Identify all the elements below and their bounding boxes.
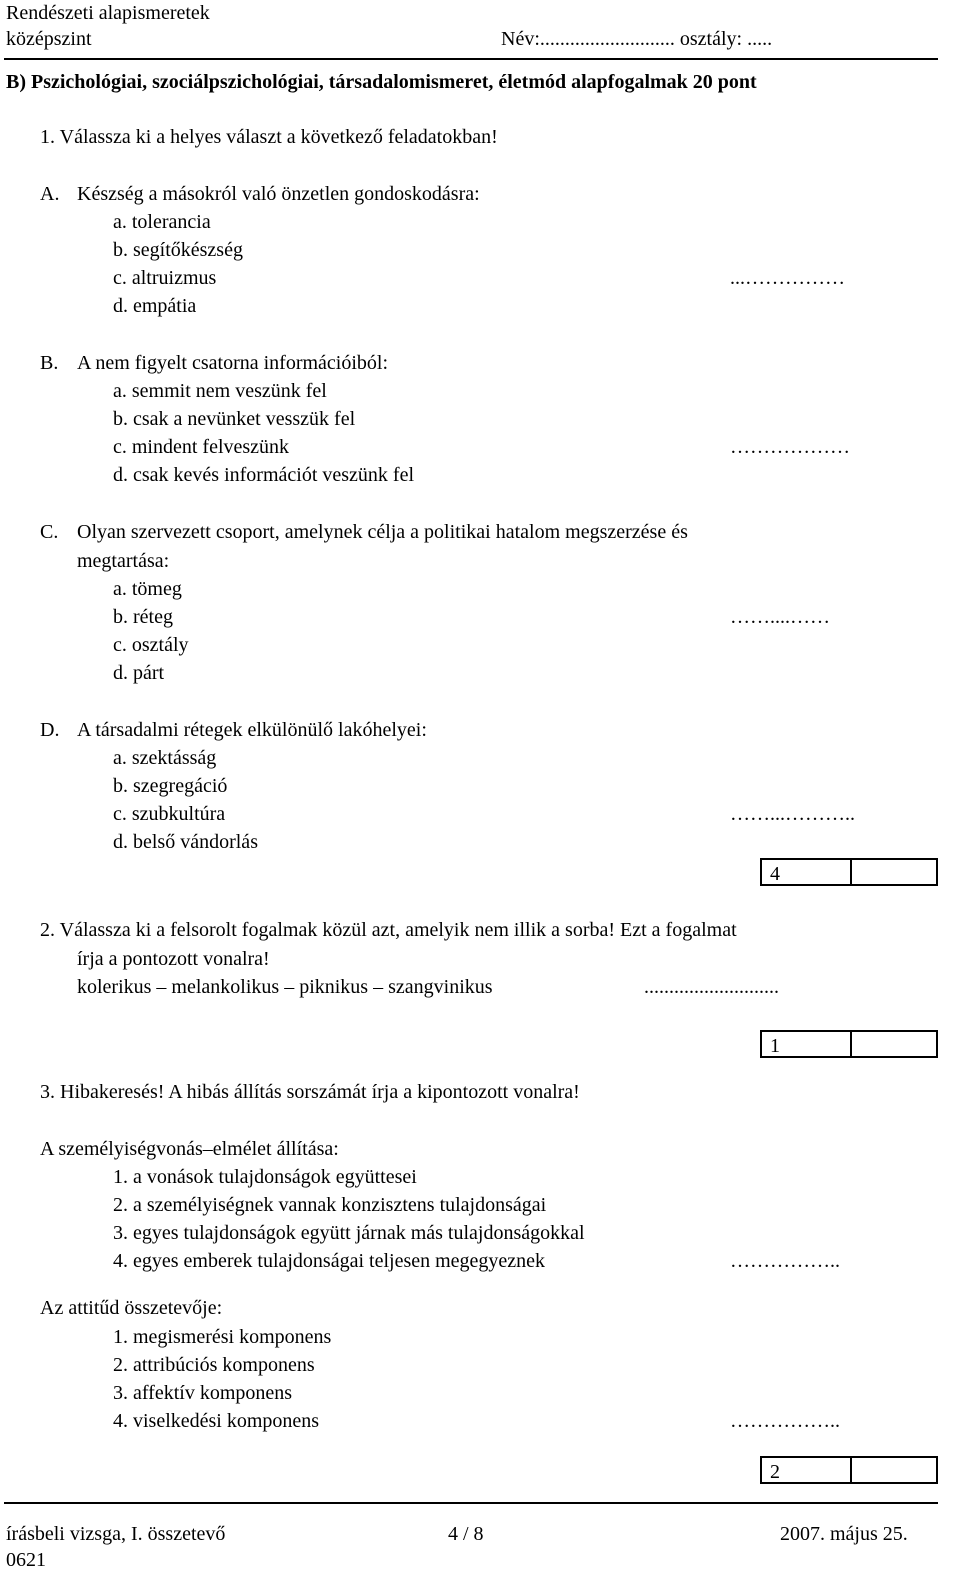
footer-code: 0621 [6, 1549, 46, 1571]
question-b-option: a. semmit nem veszünk fel [113, 380, 327, 402]
task2-instruction-cont: írja a pontozott vonalra! [77, 948, 270, 970]
question-b-option: b. csak a nevünket vesszük fel [113, 408, 356, 430]
score-box-divider [850, 1032, 852, 1056]
question-c-label: C. [40, 521, 59, 543]
score-box-divider [850, 1458, 852, 1482]
score-box-task2 [760, 1030, 938, 1058]
question-b-answer-line[interactable]: ……………… [730, 436, 850, 458]
question-d-text: A társadalmi rétegek elkülönülő lakóhelyei: [77, 719, 427, 741]
task2-terms: kolerikus – melankolikus – piknikus – szangvinikus [77, 976, 493, 998]
question-c-option: a. tömeg [113, 578, 182, 600]
task3-group2-item: 4. viselkedési komponens [113, 1410, 320, 1432]
score-max-task1: 4 [770, 863, 780, 885]
footer-page-number: 4 / 8 [448, 1523, 484, 1545]
question-d-option: a. szektásság [113, 747, 217, 769]
score-max-task3: 2 [770, 1461, 780, 1483]
score-box-task1 [760, 858, 938, 886]
question-c-option: d. párt [113, 662, 165, 684]
task3-group2-answer-line[interactable]: …………….. [730, 1410, 840, 1432]
footer-exam: írásbeli vizsga, I. összetevő [6, 1523, 226, 1545]
task3-group1-item: 4. egyes emberek tulajdonságai teljesen megegyeznek [113, 1250, 546, 1272]
question-b-option: d. csak kevés információt veszünk fel [113, 464, 415, 486]
question-d-label: D. [40, 719, 60, 741]
task2-instruction: 2. Válassza ki a felsorolt fogalmak közül azt, amelyik nem illik a sorba! Ezt a fogalmat [40, 919, 737, 941]
task3-group2-item: 1. megismerési komponens [113, 1326, 332, 1348]
question-b-text: A nem figyelt csatorna információiból: [77, 352, 389, 374]
header-level: középszint [6, 28, 92, 50]
task3-group1-item: 1. a vonások tulajdonságok együttesei [113, 1166, 417, 1188]
score-max-task2: 1 [770, 1035, 780, 1057]
question-c-answer-line[interactable]: ……....…… [730, 606, 830, 628]
section-title: B) Pszichológiai, szociálpszichológiai, társadalomismeret, életmód alapfogalmak 20 pont [6, 71, 757, 93]
task3-instruction: 3. Hibakeresés! A hibás állítás sorszámát írja a kipontozott vonalra! [40, 1081, 580, 1103]
question-b-option: c. mindent felveszünk [113, 436, 290, 458]
task3-group1-answer-line[interactable]: …………….. [730, 1250, 840, 1272]
footer-rule [4, 1502, 938, 1504]
task3-group2-title: Az attitűd összetevője: [40, 1297, 223, 1319]
question-c-option: b. réteg [113, 606, 173, 628]
question-d-answer-line[interactable]: ……...……….. [730, 803, 855, 825]
task3-group2-item: 3. affektív komponens [113, 1382, 293, 1404]
header-subject: Rendészeti alapismeretek [6, 2, 210, 24]
question-c-text: Olyan szervezett csoport, amelynek célja a politikai hatalom megszerzése és [77, 521, 688, 543]
question-d-option: b. szegregáció [113, 775, 228, 797]
task3-group2-item: 2. attribúciós komponens [113, 1354, 315, 1376]
question-d-option: c. szubkultúra [113, 803, 226, 825]
score-box-divider [850, 860, 852, 884]
question-a-option: c. altruizmus [113, 267, 217, 289]
task3-group1-item: 2. a személyiségnek vannak konzisztens tulajdonságai [113, 1194, 547, 1216]
question-a-text: Készség a másokról való önzetlen gondoskodásra: [77, 183, 480, 205]
question-c-text-cont: megtartása: [77, 550, 170, 572]
question-c-option: c. osztály [113, 634, 189, 656]
score-box-task3 [760, 1456, 938, 1484]
task2-answer-line[interactable]: ........................... [644, 976, 779, 998]
task3-group1-title: A személyiségvonás–elmélet állítása: [40, 1138, 339, 1160]
question-a-option: a. tolerancia [113, 211, 211, 233]
task3-group1-item: 3. egyes tulajdonságok együtt járnak más tulajdonságokkal [113, 1222, 585, 1244]
task1-instruction: 1. Válassza ki a helyes választ a következő feladatokban! [40, 126, 498, 148]
question-a-option: b. segítőkészség [113, 239, 243, 261]
question-b-label: B. [40, 352, 59, 374]
header-rule [4, 58, 938, 60]
question-a-answer-line[interactable]: ...…………… [730, 267, 845, 289]
header-name-field: Név:........................... osztály: ..... [501, 28, 773, 50]
question-a-label: A. [40, 183, 60, 205]
footer-date: 2007. május 25. [780, 1523, 908, 1545]
question-a-option: d. empátia [113, 295, 197, 317]
question-d-option: d. belső vándorlás [113, 831, 258, 853]
